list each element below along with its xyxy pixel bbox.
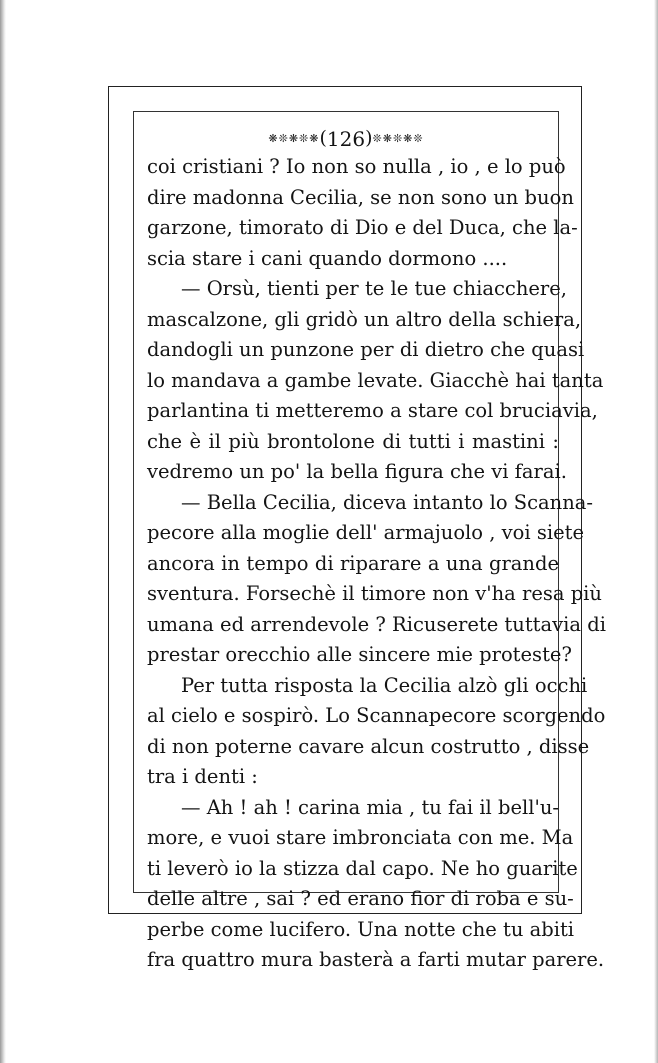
- text-line: — Bella Cecilia, diceva intanto lo Scanna-: [181, 490, 594, 514]
- text-line: parlantina ti metteremo a stare col bruciavia,: [147, 399, 598, 422]
- text-line: more, e vuoi stare imbronciata con me. Ma: [147, 826, 574, 849]
- text-line: coi cristiani ? Io non so nulla , io , e lo può: [147, 155, 566, 178]
- text-line: mascalzone, gli gridò un altro della schiera,: [147, 307, 582, 331]
- text-line: umana ed arrendevole ? Ricuserete tuttavia di: [147, 612, 606, 636]
- text-line: — Ah ! ah ! carina mia , tu fai il bell'u-: [181, 795, 559, 819]
- text-line: vedremo un po' la bella figura che vi farai.: [147, 460, 567, 483]
- text-line: delle altre , sai ? ed erano fior di roba e su-: [147, 887, 574, 910]
- body-text: [147, 152, 606, 976]
- text-line: — Orsù, tienti per te le tue chiacchere,: [181, 277, 567, 300]
- header-ornament-left: ❋❊❋❊❋: [268, 132, 320, 145]
- text-line: fra quattro mura basterà a farti mutar parere.: [147, 948, 605, 971]
- text-line: perbe come lucifero. Una notte che tu abiti: [147, 917, 575, 941]
- text-line: Per tutta risposta la Cecilia alzò gli occhi: [181, 673, 588, 697]
- text-line: che è il più brontolone di tutti i mastini :: [147, 429, 559, 453]
- text-line: ti leverò io la stizza dal capo. Ne ho guarite: [147, 856, 578, 880]
- page-edge-right: [654, 0, 658, 1063]
- open-paren: (: [319, 127, 327, 149]
- close-paren: ): [365, 127, 373, 149]
- text-line: sventura. Forsechè il timore non v'ha resa più: [147, 582, 602, 605]
- text-line: prestar orecchio alle sincere mie proteste?: [147, 643, 572, 666]
- text-line: dandogli un punzone per di dietro che quasi: [147, 338, 585, 361]
- text-line: al cielo e sospirò. Lo Scannapecore scorgendo: [147, 704, 606, 727]
- page-header: [133, 124, 559, 152]
- page-number: 126: [326, 127, 366, 151]
- text-line: di non poterne cavare alcun costrutto , disse: [147, 734, 590, 758]
- text-line: tra i denti :: [147, 765, 258, 788]
- text-line: lo mandava a gambe levate. Giacchè hai tanta: [147, 368, 604, 392]
- header-ornament-right: ❊❋❊❋❊: [372, 132, 424, 145]
- text-line: pecore alla moglie dell' armajuolo , voi siete: [147, 521, 584, 544]
- text-line: dire madonna Cecilia, se non sono un buon: [147, 185, 574, 209]
- text-line: ancora in tempo di riparare a una grande: [147, 551, 559, 575]
- text-line: garzone, timorato di Dio e del Duca, che la-: [147, 216, 578, 239]
- text-line: scia stare i cani quando dormono ....: [147, 246, 508, 270]
- page-edge-left: [0, 0, 6, 1063]
